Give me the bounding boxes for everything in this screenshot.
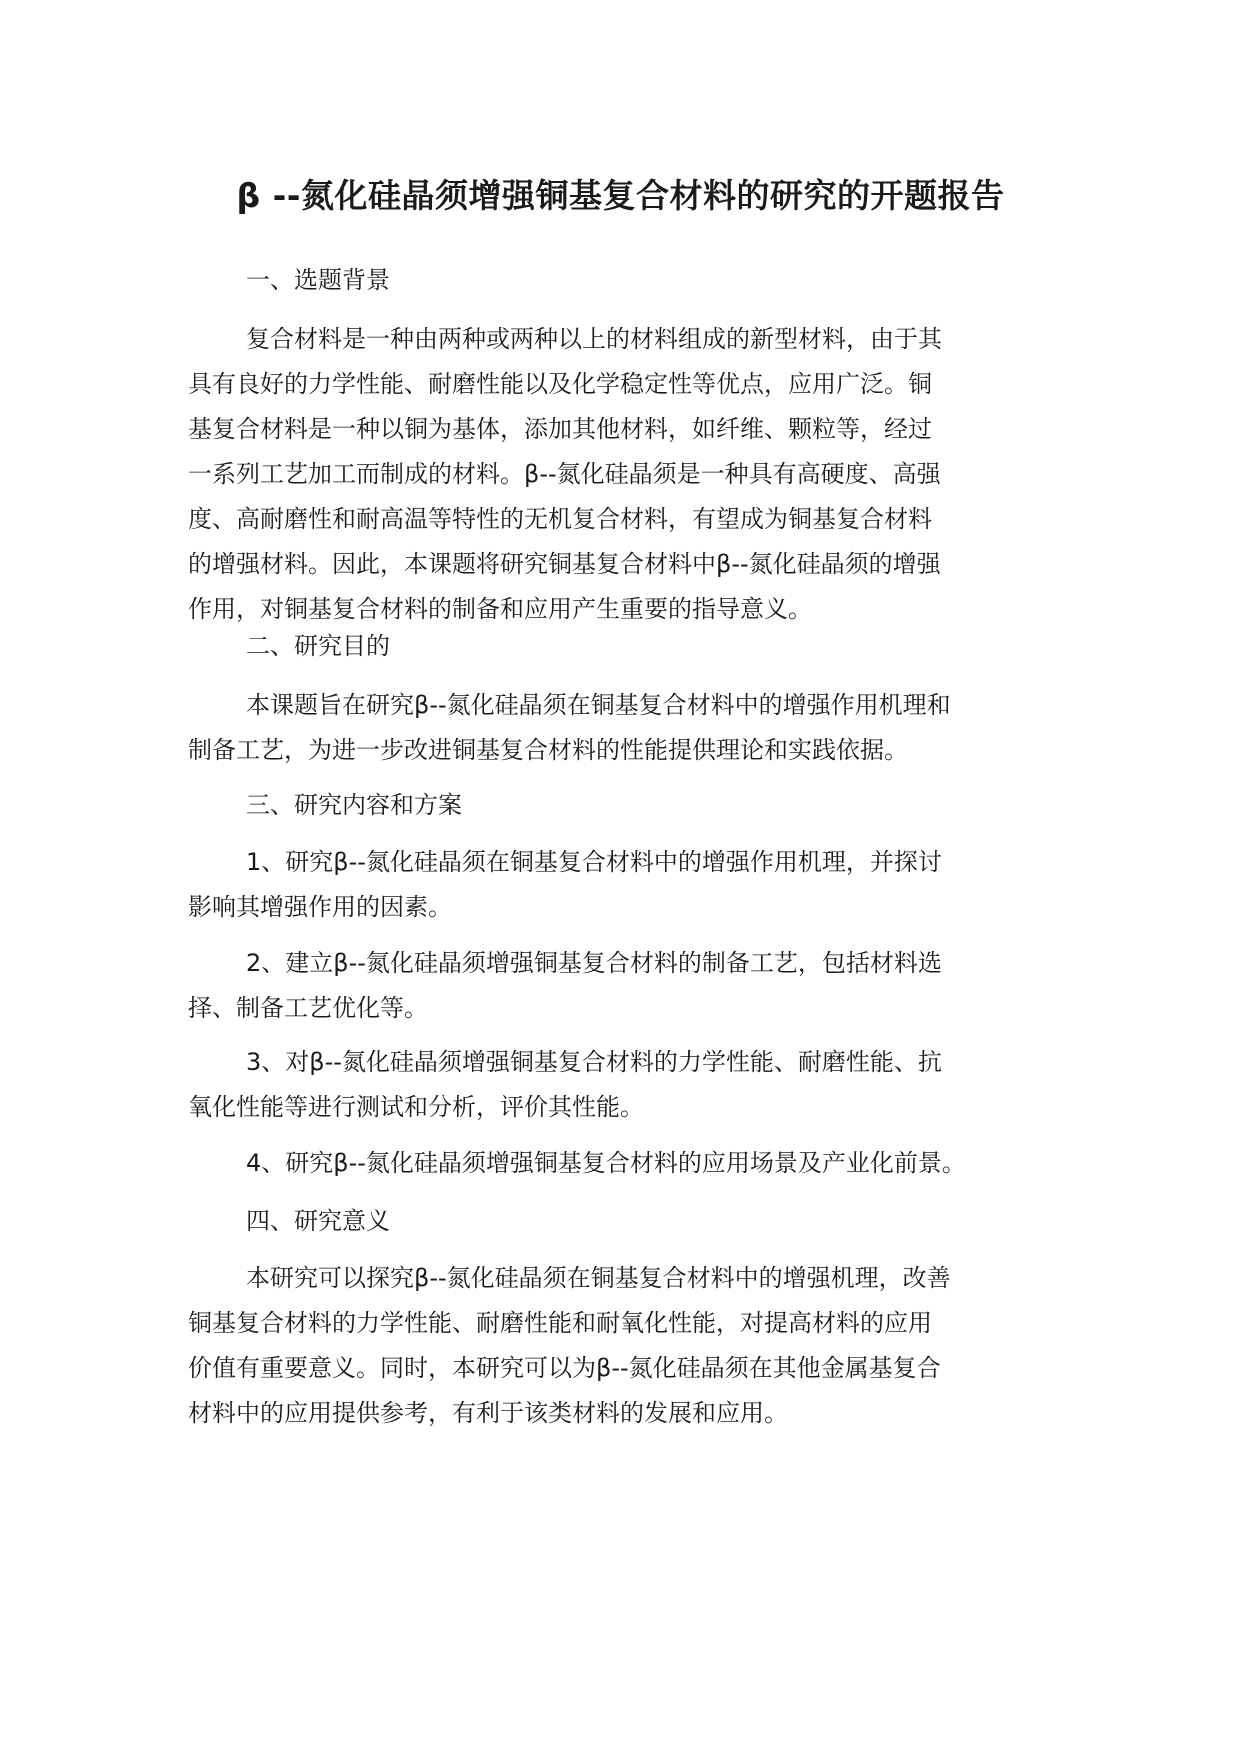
list-item-4 <box>188 1141 1048 1186</box>
paragraph-line: 制备工艺，为进一步改进铜基复合材料的性能提供理论和实践依据。 <box>188 736 908 764</box>
heading-text: 四、研究意义 <box>246 1207 390 1235</box>
paragraph-significance <box>188 1256 1048 1436</box>
paragraph-background <box>188 317 1048 632</box>
heading-text: 二、研究目的 <box>246 632 390 660</box>
paragraph-line: 影响其增强作用的因素。 <box>188 893 452 921</box>
paragraph-line: 氧化性能等进行测试和分析，评价其性能。 <box>188 1093 644 1121</box>
section-heading-purpose <box>188 624 1048 669</box>
paragraph-line: 的增强材料。因此，本课题将研究铜基复合材料中β--氮化硅晶须的增强 <box>188 550 941 578</box>
paragraph-line: 择、制备工艺优化等。 <box>188 994 428 1022</box>
section-heading-background <box>188 258 1048 303</box>
paragraph-line: 本研究可以探究β--氮化硅晶须在铜基复合材料中的增强机理，改善 <box>246 1264 951 1292</box>
paragraph-line: 本课题旨在研究β--氮化硅晶须在铜基复合材料中的增强作用机理和 <box>246 691 951 719</box>
paragraph-purpose <box>188 683 1048 773</box>
paragraph-line: 3、对β--氮化硅晶须增强铜基复合材料的力学性能、耐磨性能、抗 <box>246 1048 942 1076</box>
heading-text: 一、选题背景 <box>246 266 390 294</box>
paragraph-line: 价值有重要意义。同时，本研究可以为β--氮化硅晶须在其他金属基复合 <box>188 1354 941 1382</box>
paragraph-line: 度、高耐磨性和耐高温等特性的无机复合材料，有望成为铜基复合材料 <box>188 505 932 533</box>
paragraph-line: 复合材料是一种由两种或两种以上的材料组成的新型材料，由于其 <box>246 325 942 353</box>
paragraph-line: 一系列工艺加工而制成的材料。β--氮化硅晶须是一种具有高硬度、高强 <box>188 460 941 488</box>
section-heading-significance <box>188 1199 1048 1244</box>
paragraph-line: 具有良好的力学性能、耐磨性能以及化学稳定性等优点，应用广泛。铜 <box>188 370 932 398</box>
paragraph-line: 2、建立β--氮化硅晶须增强铜基复合材料的制备工艺，包括材料选 <box>246 949 942 977</box>
section-heading-content <box>188 783 1048 828</box>
paragraph-line: 4、研究β--氮化硅晶须增强铜基复合材料的应用场景及产业化前景。 <box>246 1149 966 1177</box>
list-item-3 <box>188 1040 1048 1130</box>
document-title: β --氮化硅晶须增强铜基复合材料的研究的开题报告 <box>236 176 1005 215</box>
paragraph-line: 材料中的应用提供参考，有利于该类材料的发展和应用。 <box>188 1399 788 1427</box>
list-item-2 <box>188 941 1048 1031</box>
paragraph-line: 铜基复合材料的力学性能、耐磨性能和耐氧化性能，对提高材料的应用 <box>188 1309 932 1337</box>
paragraph-line: 基复合材料是一种以铜为基体，添加其他材料，如纤维、颗粒等，经过 <box>188 415 932 443</box>
heading-text: 三、研究内容和方案 <box>246 791 462 819</box>
paragraph-line: 作用，对铜基复合材料的制备和应用产生重要的指导意义。 <box>188 595 812 623</box>
paragraph-line: 1、研究β--氮化硅晶须在铜基复合材料中的增强作用机理，并探讨 <box>246 848 942 876</box>
list-item-1 <box>188 840 1048 930</box>
